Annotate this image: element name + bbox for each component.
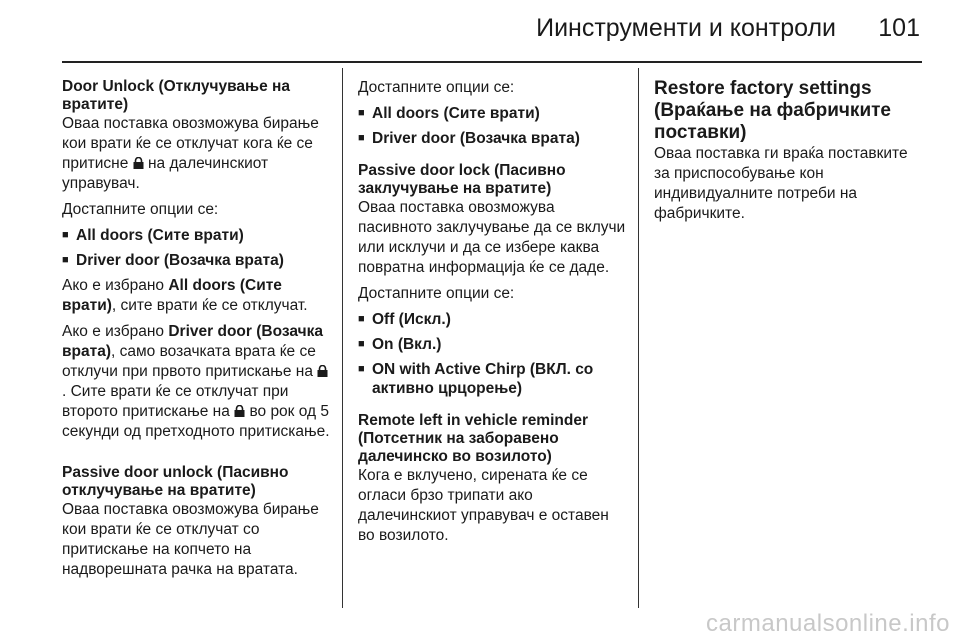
section-heading-passive-unlock: Passive door unlock (Пасивно отклучување на вратите) — [62, 464, 289, 499]
header-rule — [62, 61, 922, 63]
lock-icon — [234, 405, 245, 417]
paragraph: Оваа поставка овозможува бирање кои врати ќе се отклучат кога ќе се притисне на далечинскиот управувач. — [62, 115, 319, 192]
column-1 — [62, 78, 330, 586]
section-heading-restore-factory: Restore factory settings (Враќање на фабричките поставки) — [654, 78, 891, 143]
column-divider — [342, 68, 343, 608]
lock-icon — [317, 365, 328, 377]
options-label: Достапните опции се: — [358, 285, 515, 302]
section-heading-passive-lock: Passive door lock (Пасивно заклучување на вратите) — [358, 162, 566, 197]
options-label: Достапните опции се: — [358, 79, 515, 96]
lock-icon — [133, 157, 144, 169]
list-item: ■ On (Вкл.) — [358, 335, 626, 354]
options-list — [62, 226, 330, 270]
list-item: ■ Off (Искл.) — [358, 310, 626, 329]
section-heading-remote-reminder: Remote left in vehicle reminder (Потсетник на заборавено далечинско во возилото) — [358, 412, 588, 465]
column-3 — [654, 78, 924, 230]
paragraph: Ако е избрано Driver door (Возачка врата), само возачката врата ќе се отклучи при првото притискање на . Сите врати ќе се отклучат при второто притискање на во рок од 5 секунди од претходното притискање. — [62, 323, 330, 440]
watermark: carmanualsonline.info — [706, 610, 950, 637]
paragraph: Кога е вклучено, сирената ќе се огласи брзо трипати ако далечинскиот управувач е оставен во возилото. — [358, 467, 609, 544]
running-header-title: Иинструменти и контроли — [536, 14, 836, 42]
options-list — [358, 310, 626, 398]
options-list — [358, 104, 626, 148]
paragraph: Оваа поставка овозможува бирање кои врати ќе се отклучат со притискање на копчето на надворешната рачка на вратата. — [62, 501, 319, 578]
paragraph: Ако е избрано All doors (Сите врати), сите врати ќе се отклучат. — [62, 277, 308, 314]
list-item: ■ Driver door (Возачка врата) — [62, 251, 330, 270]
options-label: Достапните опции се: — [62, 201, 219, 218]
page-number: 101 — [878, 14, 920, 42]
column-divider — [638, 68, 639, 608]
list-item: ■ Driver door (Возачка врата) — [358, 129, 626, 148]
section-heading-door-unlock: Door Unlock (Отклучување на вратите) — [62, 78, 290, 113]
list-item: ■ ON with Active Chirp (ВКЛ. со активно црцорење) — [358, 360, 626, 398]
paragraph: Оваа поставка ги враќа поставките за приспособување кон индивидуалните потреби на фабричките. — [654, 145, 908, 222]
paragraph: Оваа поставка овозможува пасивното заклучување да се вклучи или исклучи и да се избере каква повратна информација ќе се даде. — [358, 199, 626, 276]
list-item: ■ All doors (Сите врати) — [358, 104, 626, 123]
column-2 — [358, 78, 626, 552]
list-item: ■ All doors (Сите врати) — [62, 226, 330, 245]
